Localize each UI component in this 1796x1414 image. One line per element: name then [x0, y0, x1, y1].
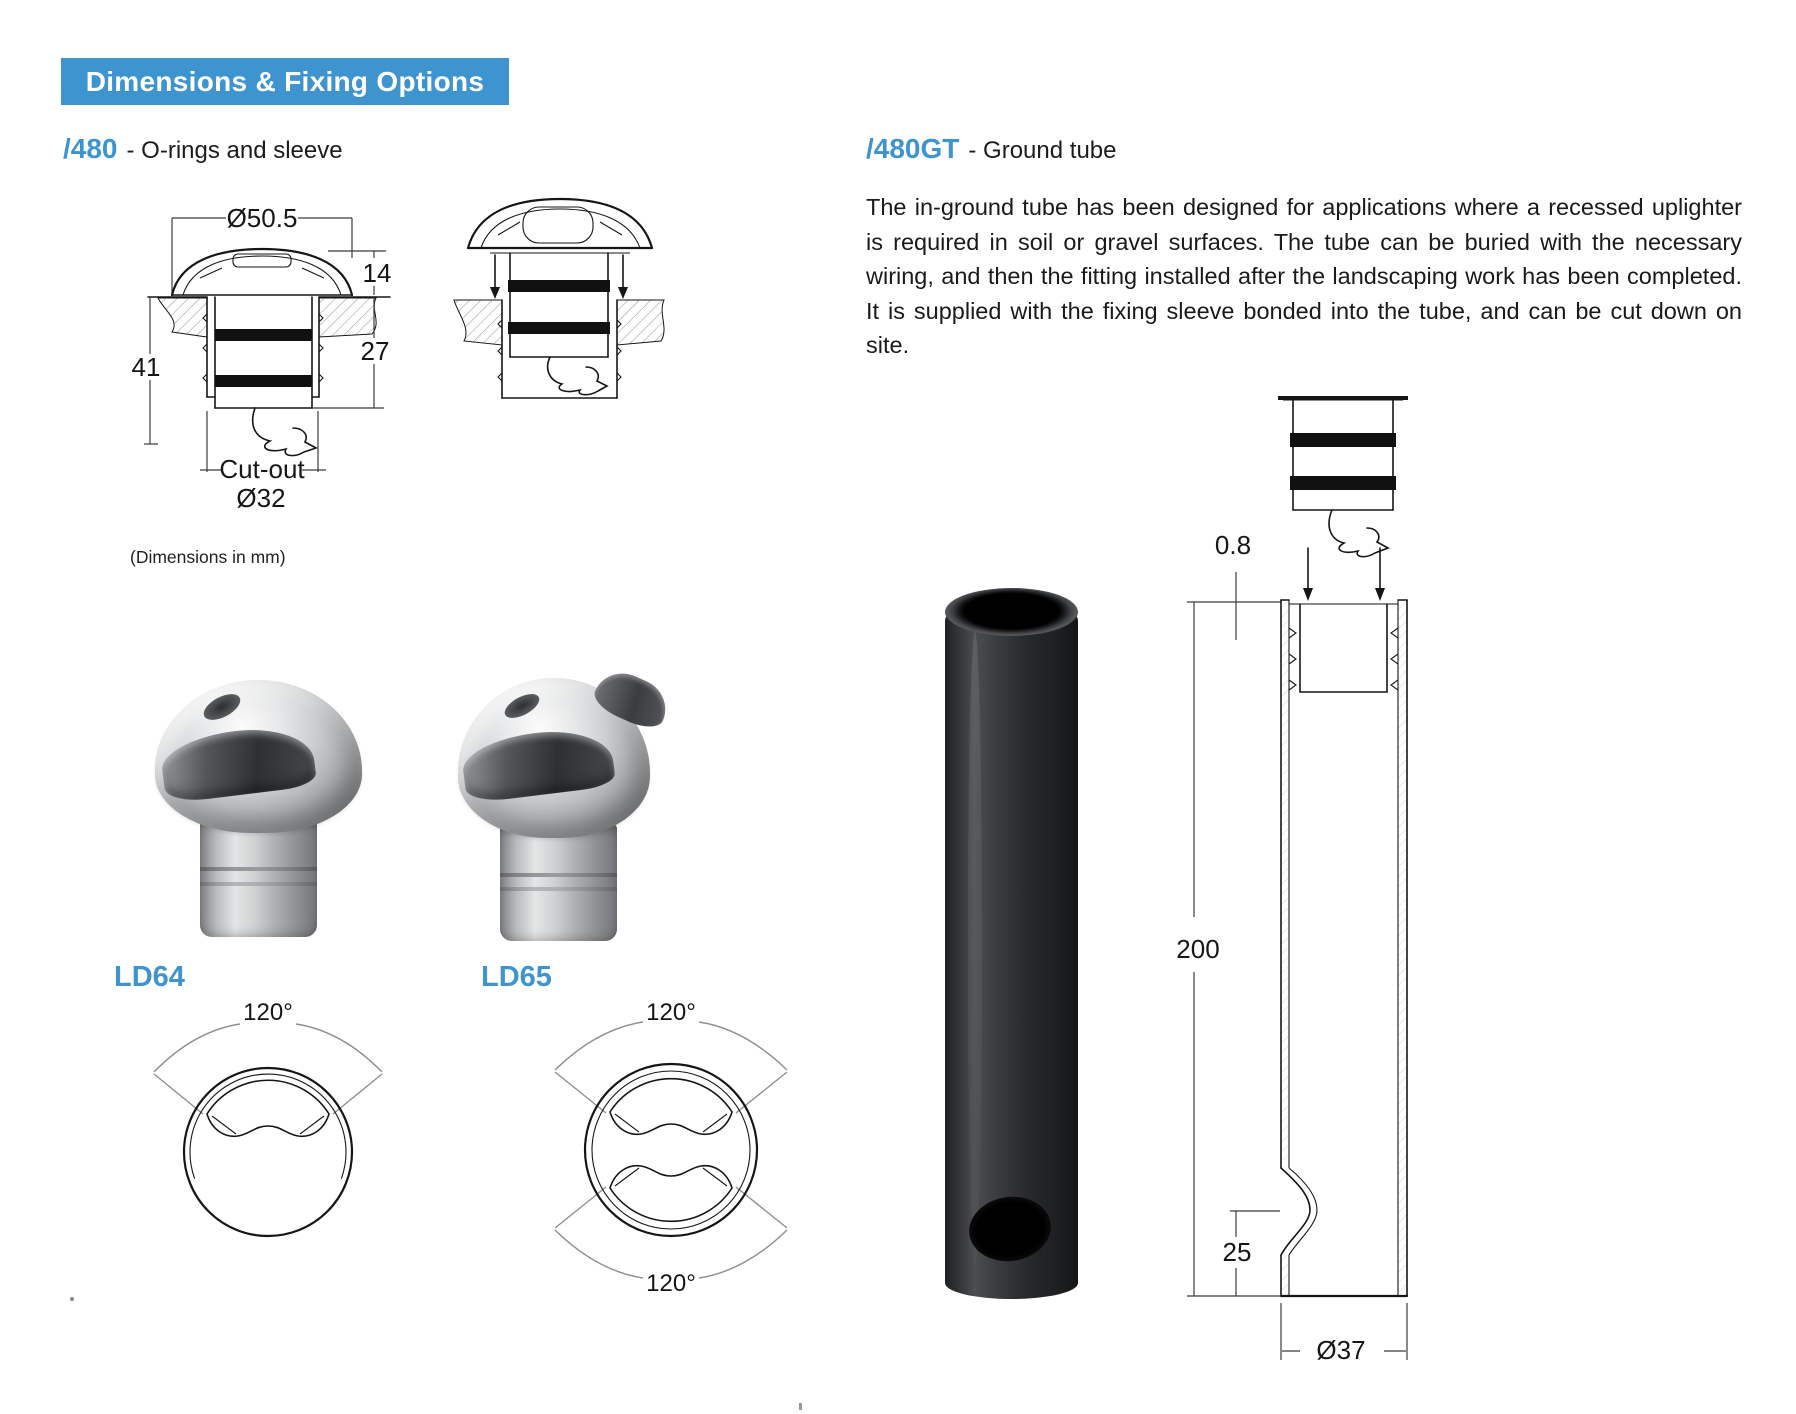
- product-code-480gt: /480GT: [866, 133, 960, 164]
- label-ld64: LD64: [114, 961, 185, 993]
- beam-angle-ld65-bottom: 120°: [646, 1270, 696, 1297]
- cutout-dia: Ø32: [236, 483, 286, 513]
- dim-27: 27: [360, 336, 390, 366]
- photo-ground-tube: [943, 585, 1083, 1301]
- label-ld65: LD65: [481, 961, 552, 993]
- dim-dia-50-5: Ø50.5: [226, 203, 298, 233]
- heading-480: [63, 133, 343, 165]
- ld64-base-cylinder: [200, 817, 317, 937]
- insert-arrow-left: [490, 255, 500, 299]
- dim-200: 200: [1176, 934, 1220, 964]
- cylinder-groove: [500, 887, 617, 891]
- cable-entry-notch: [1281, 1168, 1310, 1255]
- section-banner: [61, 58, 509, 105]
- dimensions-note: (Dimensions in mm): [130, 547, 286, 567]
- drawing-480-cross-section: [130, 198, 440, 518]
- ld65-base-cylinder: [500, 823, 617, 941]
- insert-arrow-right: [1375, 548, 1385, 601]
- drawing-480-insertion: [450, 195, 670, 407]
- section-banner-title: Dimensions & Fixing Options: [85, 65, 485, 97]
- dim-dia-37: Ø37: [1316, 1335, 1366, 1365]
- drawing-480gt-section: [1160, 392, 1470, 1372]
- o-ring-upper: [215, 329, 312, 341]
- cylinder-groove: [200, 867, 317, 871]
- beam-diagram-ld64: [150, 995, 390, 1245]
- cable-tail: [548, 357, 607, 395]
- beam-diagram-ld65: [550, 995, 795, 1305]
- heading-480-subtitle: - O-rings and sleeve: [126, 137, 343, 164]
- cylinder-groove: [200, 882, 317, 886]
- cable-tail: [253, 408, 316, 456]
- o-ring-lower: [215, 375, 312, 387]
- beam-window-top: [610, 1079, 732, 1135]
- o-ring-lower: [508, 322, 610, 334]
- ground-tube-description: The in-ground tube has been designed for applications where a recessed uplighter is required in soil or gravel surfaces. The tube can be buried with the necessary wiring, and then the fitting installed after the landscaping work has been completed. It is supplied with the fixing sleeve bonded into the tube, and can be cut down on site.: [866, 194, 1742, 359]
- dim-0-8: 0.8: [1214, 530, 1252, 560]
- photo-ld64: [150, 665, 370, 940]
- o-ring-lower: [1290, 476, 1396, 490]
- dim-25: 25: [1222, 1237, 1252, 1267]
- beam-angle-ld65-top: 120°: [646, 999, 696, 1026]
- cable-tail: [1329, 510, 1388, 557]
- insert-arrow-left: [1303, 548, 1313, 601]
- insert-arrow-right: [618, 255, 628, 299]
- dim-41: 41: [131, 352, 161, 382]
- o-ring-upper: [508, 280, 610, 292]
- ground-tube-opening: [945, 588, 1078, 636]
- photo-ld65: [455, 663, 675, 943]
- stray-dot: [70, 1297, 74, 1301]
- o-ring-upper: [1290, 433, 1396, 447]
- stray-mark: [799, 1403, 802, 1410]
- beam-window: [207, 1080, 329, 1136]
- beam-angle-ld64: 120°: [243, 999, 293, 1026]
- cylinder-groove: [500, 873, 617, 877]
- cutout-label: Cut-out: [219, 454, 305, 484]
- dim-14: 14: [362, 258, 392, 288]
- beam-window-bottom: [610, 1166, 732, 1222]
- product-code-480: /480: [63, 133, 118, 164]
- heading-480gt: [866, 133, 1116, 165]
- heading-480gt-subtitle: - Ground tube: [968, 137, 1117, 164]
